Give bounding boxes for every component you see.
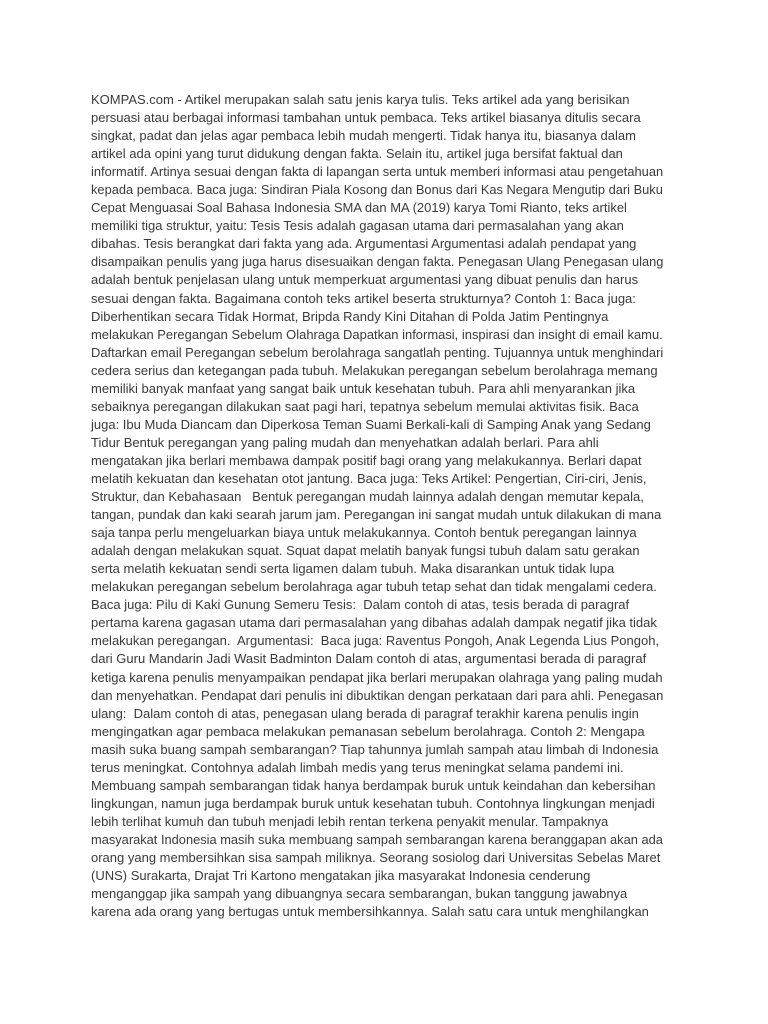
- text-line: persuasi atau berbagai informasi tambahan untuk pembaca. Teks artikel biasanya ditulis secara: [91, 110, 641, 126]
- text-line: KOMPAS.com - Artikel merupakan salah satu jenis karya tulis. Teks artikel ada yang berisikan: [91, 92, 630, 107]
- article-body: [91, 91, 663, 921]
- text-line: tangan, pundak dan kaki searah jarum jam. Peregangan ini sangat mudah untuk dilakukan di mana: [91, 507, 662, 523]
- text-line: lebih terlihat kumuh dan tubuh menjadi lebih rentan terkena penyakit menular. Tampaknya: [91, 813, 609, 829]
- text-line: melakukan peregangan. Argumentasi: Baca juga: Raventus Pongoh, Anak Legenda Lius Pongoh,: [91, 633, 660, 649]
- text-line: Cepat Menguasai Soal Bahasa Indonesia SMA dan MA (2019) karya Tomi Rianto, teks artikel: [91, 200, 627, 216]
- text-line: masyarakat Indonesia masih suka membuang sampah sembarangan karena beranggapan akan ada: [91, 831, 663, 847]
- text-line: ketiga karena penulis menyampaikan pendapat jika berlari merupakan olahraga yang paling mudah: [91, 669, 663, 685]
- text-line: Membuang sampah sembarangan tidak hanya berdampak buruk untuk keindahan dan kebersihan: [91, 777, 656, 793]
- text-line: saja tanpa perlu mengeluarkan biaya untuk melakukannya. Contoh bentuk peregangan lainnya: [91, 525, 637, 541]
- text-line: melakukan peregangan sebelum berolahraga agar tubuh tetap sehat dan tidak mengalami cedera.: [91, 579, 657, 595]
- text-line: terus meningkat. Contohnya adalah limbah medis yang terus meningkat selama pandemi ini.: [91, 759, 624, 775]
- text-line: Daftarkan email Peregangan sebelum berolahraga sangatlah penting. Tujuannya untuk menghindari: [91, 344, 664, 360]
- text-line: kepada pembaca. Baca juga: Sindiran Piala Kosong dan Bonus dari Kas Negara Mengutip dari Buku: [91, 182, 663, 198]
- text-line: dan menyehatkan. Pendapat dari penulis ini dibuktikan dengan perkataan dari para ahli. Penegasan: [91, 687, 664, 703]
- text-line: informatif. Artinya sesuai dengan fakta di lapangan serta untuk memberi informasi atau pengetahuan: [91, 164, 664, 180]
- text-line: adalah bentuk penjelasan ulang untuk memperkuat argumentasi yang dibuat penulis dan harus: [91, 272, 639, 288]
- text-line: mengingatkan agar pembaca melakukan pemanasan sebelum berolahraga. Contoh 2: Mengapa: [91, 723, 645, 739]
- text-line: artikel ada opini yang turut didukung dengan fakta. Selain itu, artikel juga bersifat faktual dan: [91, 146, 623, 162]
- text-line: karena ada orang yang bertugas untuk membersihkannya. Salah satu cara untuk menghilangkan: [91, 904, 649, 920]
- text-line: sebaiknya peregangan dilakukan saat pagi hari, tepatnya sebelum memulai aktivitas fisik. Baca: [91, 398, 639, 414]
- text-line: singkat, padat dan jelas agar pembaca lebih mudah mengerti. Tidak hanya itu, biasanya dalam: [91, 128, 636, 144]
- text-line: dari Guru Mandarin Jadi Wasit Badminton Dalam contoh di atas, argumentasi berada di paragraf: [91, 651, 647, 667]
- text-line: sesuai dengan fakta. Bagaimana contoh teks artikel beserta strukturnya? Contoh 1: Baca juga:: [91, 290, 636, 306]
- text-line: melakukan Peregangan Sebelum Olahraga Dapatkan informasi, inspirasi dan insight di email kamu.: [91, 326, 663, 342]
- text-line: (UNS) Surakarta, Drajat Tri Kartono mengatakan jika masyarakat Indonesia cenderung: [91, 868, 591, 884]
- text-line: ulang: Dalam contoh di atas, penegasan ulang berada di paragraf terakhir karena penulis ingin: [91, 705, 639, 721]
- text-line: adalah dengan melakukan squat. Squat dapat melatih banyak fungsi tubuh dalam satu gerakan: [91, 543, 640, 559]
- text-line: memiliki banyak manfaat yang sangat baik untuk kesehatan tubuh. Para ahli menyarankan jika: [91, 380, 636, 396]
- text-line: disampaikan penulis yang juga harus disesuaikan dengan fakta. Penegasan Ulang Penegasan ulang: [91, 254, 664, 270]
- text-line: orang yang membersihkan sisa sampah miliknya. Seorang sosiolog dari Universitas Sebelas Maret: [91, 849, 661, 865]
- text-line: melatih kekuatan dan kesehatan otot jantung. Baca juga: Teks Artikel: Pengertian, Ciri-ciri, Jenis,: [91, 470, 647, 486]
- text-line: serta melatih kekuatan sendi serta ligamen dalam tubuh. Maka disarankan untuk tidak lupa: [91, 561, 615, 577]
- text-line: juga: Ibu Muda Diancam dan Diperkosa Teman Suami Berkali-kali di Samping Anak yang Sedang: [91, 416, 651, 432]
- text-line: Baca juga: Pilu di Kaki Gunung Semeru Tesis: Dalam contoh di atas, tesis berada di paragraf: [91, 597, 630, 613]
- text-line: pertama karena gagasan utama dari permasalahan yang dibahas adalah dampak negatif jika tidak: [91, 615, 657, 631]
- text-line: dibahas. Tesis berangkat dari fakta yang ada. Argumentasi Argumentasi adalah pendapat yang: [91, 236, 637, 252]
- text-line: masih suka buang sampah sembarangan? Tiap tahunnya jumlah sampah atau limbah di Indonesia: [91, 741, 659, 757]
- text-line: lingkungan, namun juga berdampak buruk untuk kesehatan tubuh. Contohnya lingkungan menjadi: [91, 795, 655, 811]
- text-line: menganggap jika sampah yang dibuangnya secara sembarangan, bukan tanggung jawabnya: [91, 886, 628, 902]
- text-line: memiliki tiga struktur, yaitu: Tesis Tesis adalah gagasan utama dari permasalahan yang akan: [91, 218, 624, 234]
- text-line: mengatakan jika berlari membawa dampak positif bagi orang yang melakukannya. Berlari dapat: [91, 452, 642, 468]
- text-line: cedera serius dan ketegangan pada tubuh. Melakukan peregangan sebelum berolahraga memang: [91, 362, 658, 378]
- text-line: Struktur, dan Kebahasaan Bentuk peregangan mudah lainnya adalah dengan memutar kepala,: [91, 489, 644, 505]
- text-line: Tidur Bentuk peregangan yang paling mudah dan menyehatkan adalah berlari. Para ahli: [91, 434, 599, 450]
- text-line: Diberhentikan secara Tidak Hormat, Bripda Randy Kini Ditahan di Polda Jatim Pentingnya: [91, 308, 609, 324]
